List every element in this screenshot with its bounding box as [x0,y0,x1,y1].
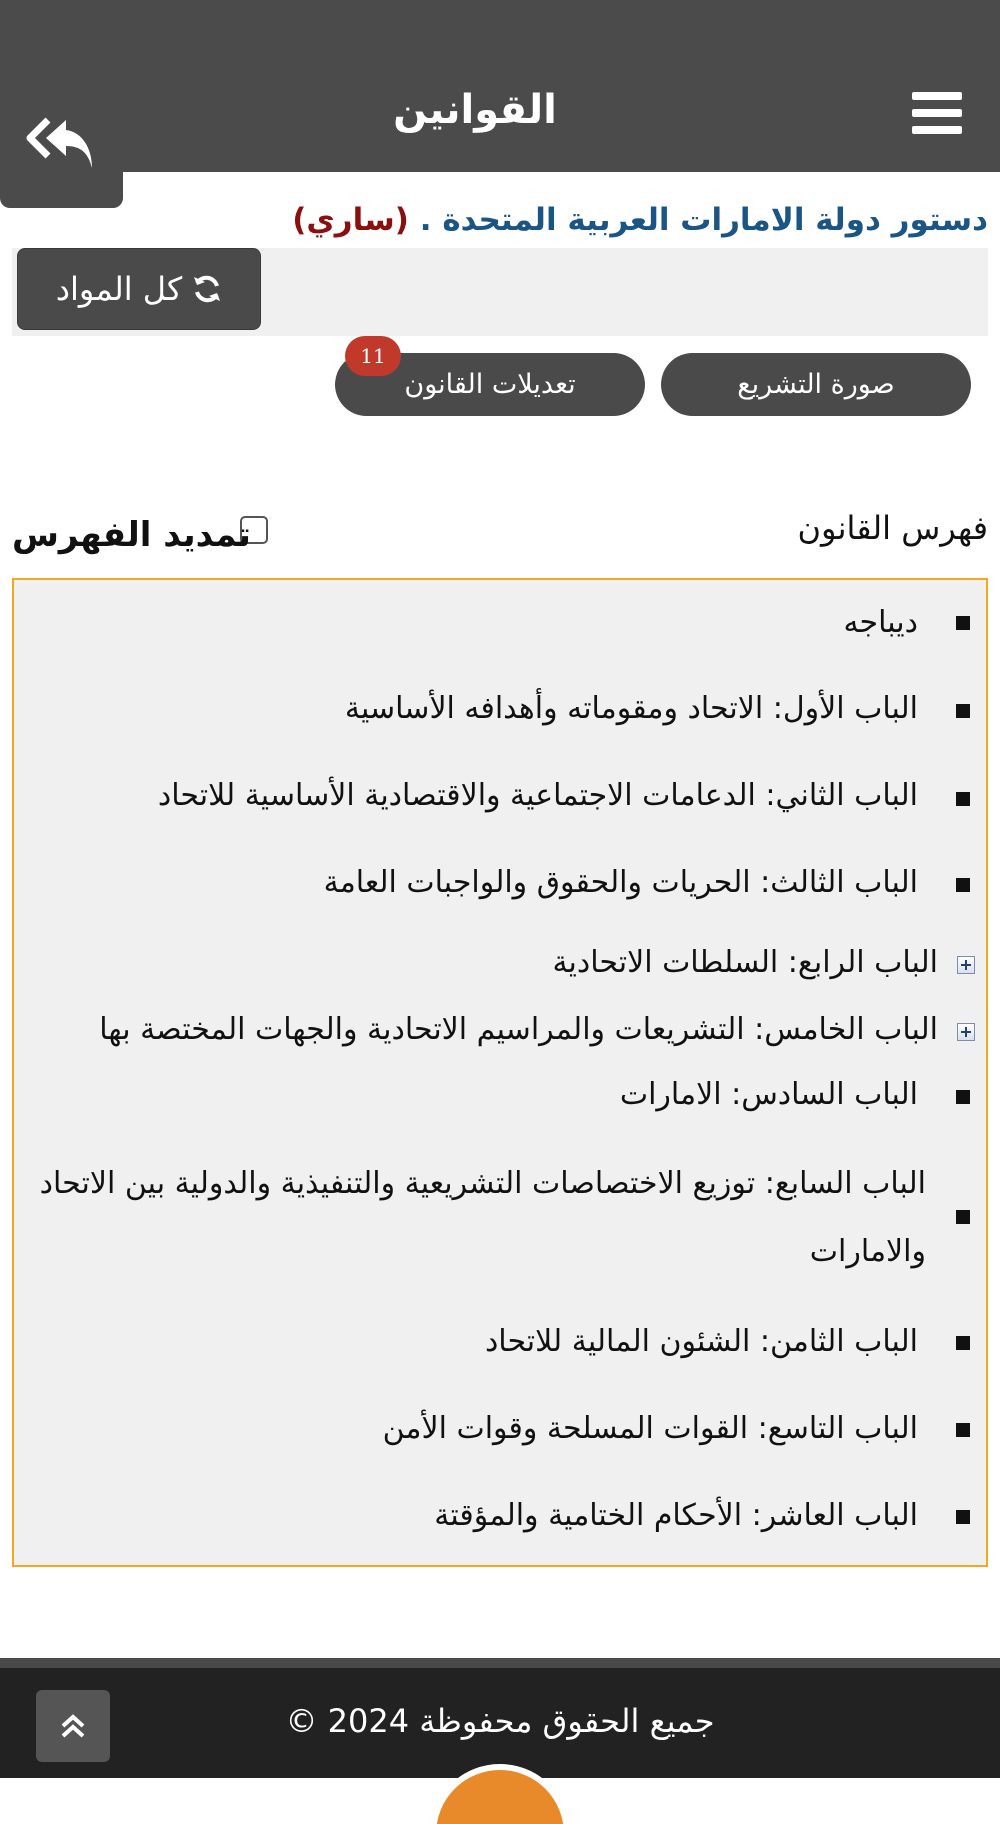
index-entry-label[interactable]: الباب الثالث: الحريات والحقوق والواجبات العامة [323,865,918,900]
bullet-icon [956,616,970,630]
site-logo [430,1764,570,1824]
app-header [0,0,1000,172]
index-entry-label[interactable]: الباب الثاني: الدعامات الاجتماعية والاقتصادية الأساسية للاتحاد [157,778,918,813]
bullet-icon [956,1210,970,1224]
index-entry-expandable[interactable] [14,924,986,992]
bullet-icon [956,1423,970,1437]
index-entry-label[interactable]: الباب الرابع: السلطات الاتحادية [552,945,938,980]
all-articles-button[interactable] [17,248,261,330]
expand-plus-icon[interactable] [957,956,975,974]
double-chevron-up-icon [58,1712,88,1740]
hamburger-menu-icon [912,92,962,100]
index-entry[interactable] [14,1060,986,1146]
index-entry-label[interactable]: الباب السادس: الامارات [619,1077,918,1112]
index-entry-label[interactable]: الباب التاسع: القوات المسلحة وقوات الأمن [382,1411,918,1446]
back-button[interactable] [0,96,123,208]
expand-index-label[interactable]: تمديد الفهرس [12,515,251,555]
index-entry-label[interactable]: ديباجه [843,605,918,640]
refresh-icon [192,249,222,329]
copyright-text: جميع الحقوق محفوظة 2024 © [285,1702,715,1740]
law-index [12,578,988,1567]
index-entry-label[interactable]: الباب الخامس: التشريعات والمراسيم الاتحادية والجهات المختصة بها [99,1012,938,1047]
law-name: دستور دولة الامارات العربية المتحدة . [419,202,988,238]
law-title [292,196,988,244]
scroll-to-top-button[interactable] [36,1690,110,1762]
hamburger-menu-icon-bar [912,126,962,134]
site-logo-circle [430,1764,570,1824]
index-entry-expandable[interactable] [14,992,986,1060]
index-entry[interactable] [14,844,986,924]
index-entry-label[interactable]: الباب الأول: الاتحاد ومقوماته وأهدافه الأساسية [344,691,918,726]
bullet-icon [956,1336,970,1350]
index-entry[interactable] [14,580,986,668]
footer [0,1658,1000,1778]
index-entry-label[interactable]: الباب العاشر: الأحكام الختامية والمؤقتة [434,1498,918,1533]
bullet-icon [956,704,970,718]
index-entry-label[interactable]: الباب الثامن: الشئون المالية للاتحاد [484,1324,918,1359]
expand-plus-icon[interactable] [957,1023,975,1041]
toolbar [12,248,988,336]
index-entry[interactable] [14,1480,986,1565]
all-articles-label: كل المواد [55,270,183,308]
law-amendments-button[interactable]: تعديلات القانون [335,353,645,416]
amendments-count-badge: 11 [345,336,401,376]
index-entry[interactable] [14,668,986,756]
index-entry-label[interactable]: الباب السابع: توزيع الاختصاصات التشريعية والتنفيذية والدولية بين الاتحاد والامارات [39,1166,926,1269]
index-entry[interactable] [14,1146,986,1304]
index-entry[interactable] [14,1304,986,1392]
reply-all-icon [26,112,96,172]
bullet-icon [956,792,970,806]
index-entry[interactable] [14,1392,986,1480]
hamburger-menu-icon-bar [912,109,962,117]
bullet-icon [956,1090,970,1104]
page-title: القوانين [393,87,557,133]
bullet-icon [956,1510,970,1524]
law-image-button[interactable]: صورة التشريع [661,353,971,416]
hamburger-menu-button[interactable] [912,92,962,134]
index-title: فهرس القانون [797,509,988,547]
index-entry[interactable] [14,756,986,844]
bullet-icon [956,878,970,892]
law-status: (ساري) [292,202,409,238]
